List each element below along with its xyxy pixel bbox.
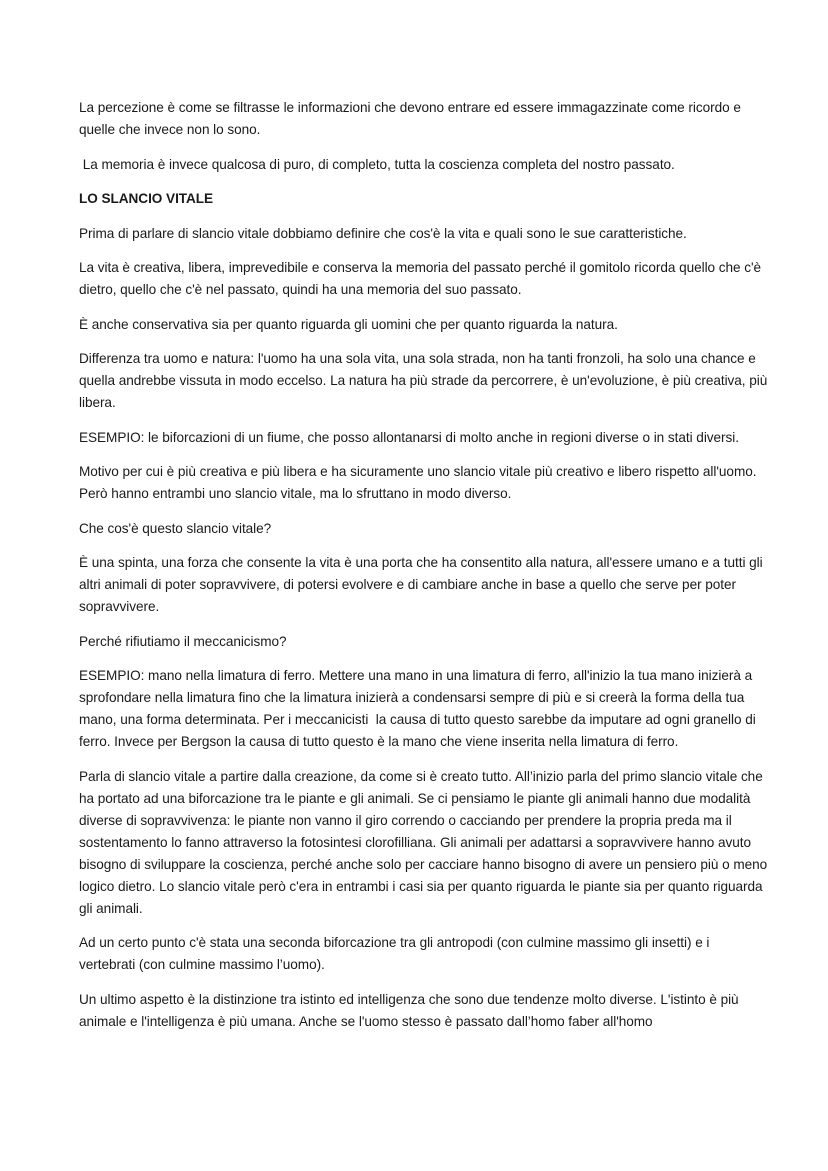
paragraph-example-river: ESEMPIO: le biforcazioni di un fiume, che posso allontanarsi di molto anche in regioni diverse o in stati diversi. bbox=[79, 429, 739, 445]
paragraph-life-creative: La vita è creativa, libera, imprevedibile e conserva la memoria del passato perché il gomitolo ricorda quello che c'è dietro, quello che c'è nel passato, quindi ha una memoria del suo passato. bbox=[79, 260, 765, 297]
paragraph-second-bifurcation: Ad un certo punto c'è stata una seconda biforcazione tra gli antropodi (con culmine massimo gli insetti) e i vertebrati (con culmine massimo l’uomo). bbox=[79, 935, 714, 972]
paragraph-example-iron: ESEMPIO: mano nella limatura di ferro. Mettere una mano in una limatura di ferro, all'inizio la tua mano inizierà a sprofondare nella limatura fino che la limatura inizierà a condensarsi sempre di più e si creerà la forma della tua mano, una forma determinata. Per i meccanicisti la causa di tutto questo sarebbe da imputare ad ogni granello di ferro. Invece per Bergson la causa di tutto questo è la mano che viene inserita nella limatura di ferro. bbox=[79, 668, 760, 749]
paragraph-creation: Parla di slancio vitale a partire dalla creazione, da come si è creato tutto. All’inizio parla del primo slancio vitale che ha portato ad una biforcazione tra le piante e gli animali. Se ci pensiamo le piante gli animali hanno due modalità diverse di sopravvivenza: le piante non vanno il giro correndo o cacciando per prendere la propria preda ma il sostentamento lo fanno attraverso la fotosintesi clorofilliana. Gli animali per adattarsi a sopravvivere hanno avuto bisogno di sviluppare la coscienza, perché anche solo per cacciare hanno bisogno di avere un pensiero più o meno logico dietro. Lo slancio vitale però c'era in entrambi i casi sia per quanto riguarda le piante sia per quanto riguarda gli animali. bbox=[79, 768, 771, 916]
paragraph-question-slancio: Che cos'è questo slancio vitale? bbox=[79, 520, 272, 536]
paragraph-reason: Motivo per cui è più creativa e più libera e ha sicuramente uno slancio vitale più creativo e libero rispetto all'uomo. Però hanno entrambi uno slancio vitale, ma lo sfruttano in modo diverso. bbox=[79, 464, 761, 501]
paragraph-man-nature: Differenza tra uomo e natura: l'uomo ha una sola vita, una sola strada, non ha tanti fronzoli, ha solo una chance e quella andrebbe vissuta in modo eccelso. La natura ha più strade da percorrere, è un'evoluzione, è più creativa, più libera. bbox=[79, 351, 771, 410]
paragraph-instinct-intelligence: Un ultimo aspetto è la distinzione tra istinto ed intelligenza che sono due tendenze molto diverse. L'istinto è più animale e l'intelligenza è più umana. Anche se l'uomo stesso è passato dall’homo faber all'homo bbox=[79, 991, 743, 1029]
paragraph-answer-slancio: È una spinta, una forza che consente la vita è una porta che ha consentito alla natura, all'essere umano e a tutti gli altri animali di poter sopravvivere, di potersi evolvere e di cambiare anche in base a quello che serve per poter sopravvivere. bbox=[79, 555, 767, 614]
paragraph-intro-life: Prima di parlare di slancio vitale dobbiamo definire che cos'è la vita e quali sono le sue caratteristiche. bbox=[79, 225, 687, 241]
paragraph-question-mechanism: Perché rifiutiamo il meccanicismo? bbox=[79, 633, 287, 649]
paragraph-memory: La memoria è invece qualcosa di puro, di completo, tutta la coscienza completa del nostro passato. bbox=[79, 156, 675, 172]
section-heading: LO SLANCIO VITALE bbox=[79, 191, 214, 206]
paragraph-conservative: È anche conservativa sia per quanto riguarda gli uomini che per quanto riguarda la natura. bbox=[79, 316, 618, 332]
paragraph-perception: La percezione è come se filtrasse le informazioni che devono entrare ed essere immagazzinate come ricordo e quelle che invece non lo sono. bbox=[79, 100, 745, 137]
